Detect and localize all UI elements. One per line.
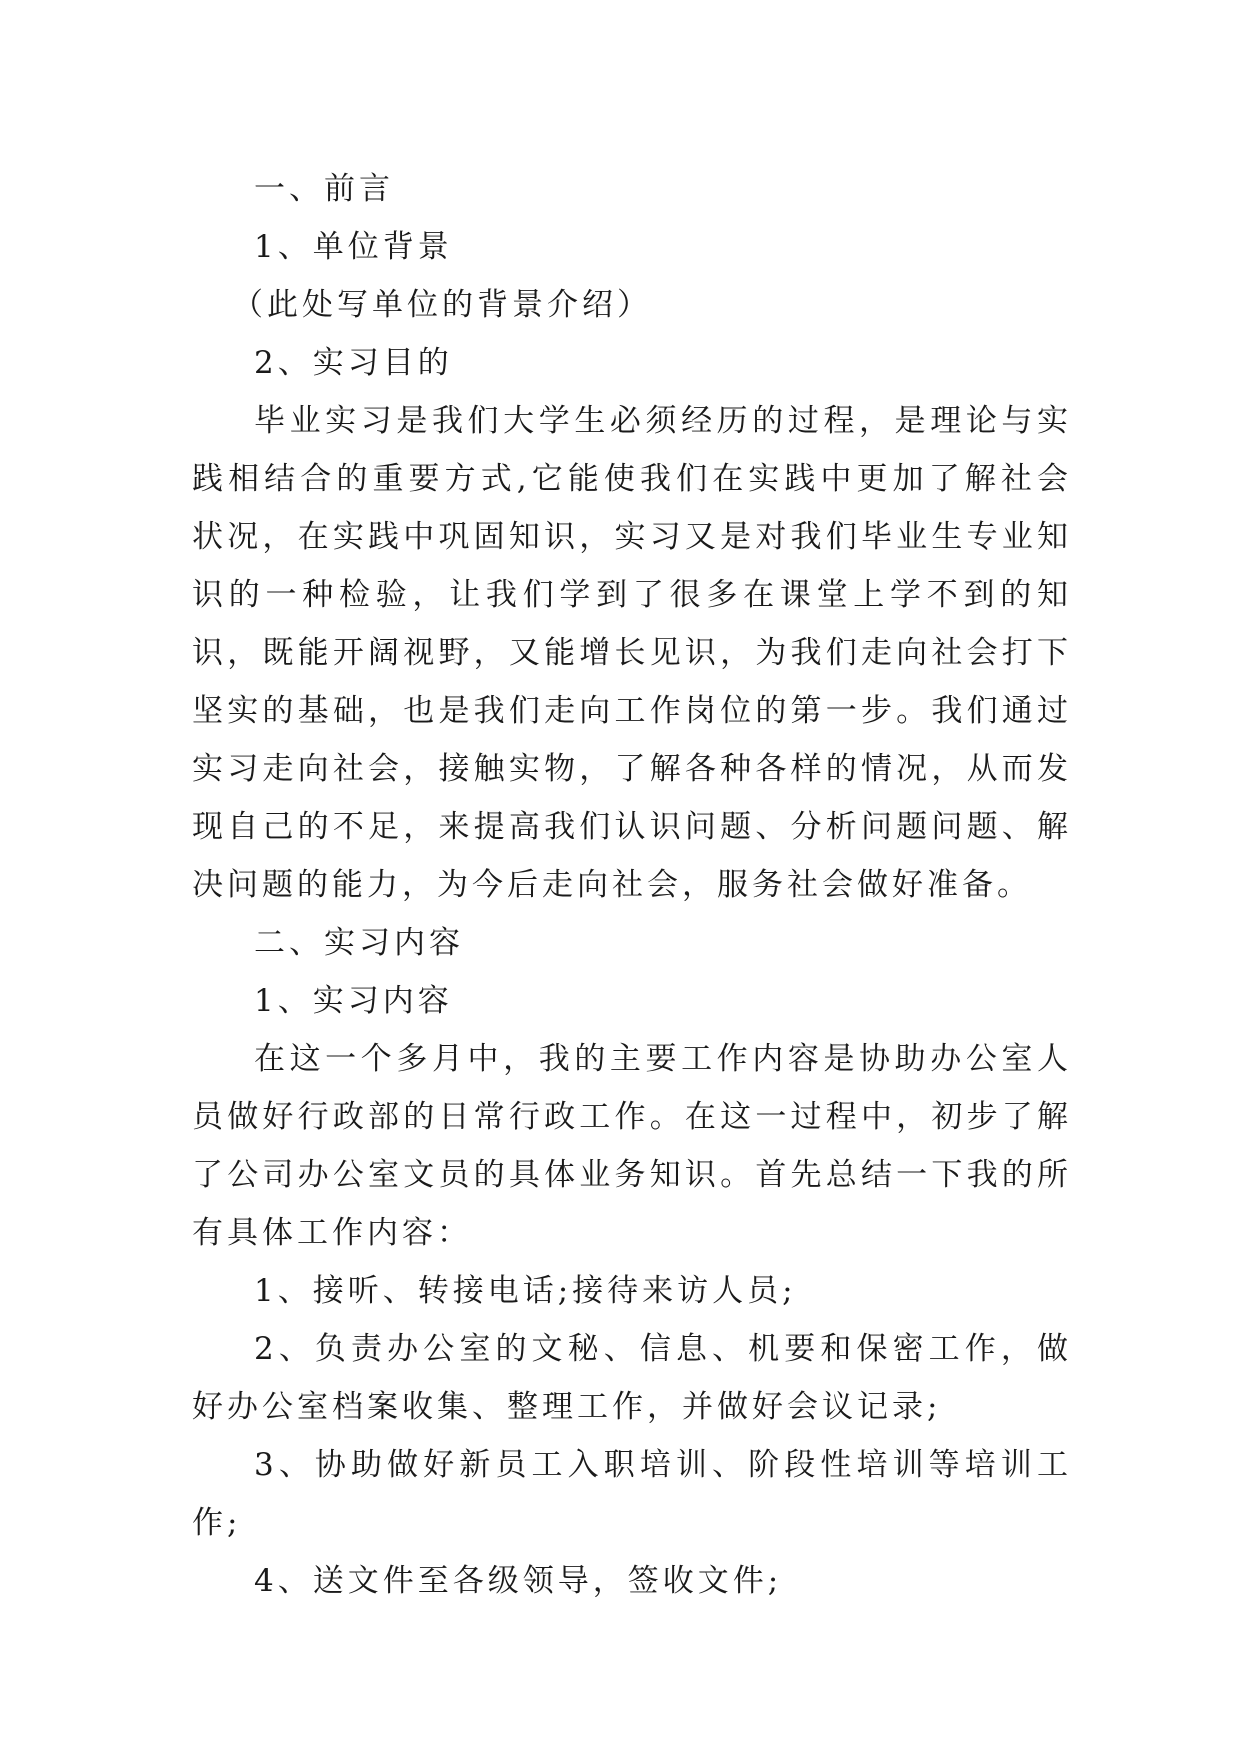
paragraph-internship-purpose: 毕业实习是我们大学生必须经历的过程，是理论与实践相结合的重要方式,它能使我们在实践中更加了解社会状况，在实践中巩固知识，实习又是对我们毕业生专业知识的一种检验，让我们学到了很多在课堂上学不到的知识，既能开阔视野，又能增长见识，为我们走向社会打下坚实的基础，也是我们走向工作岗位的第一步。我们通过实习走向社会，接触实物，了解各种各样的情况，从而发现自己的不足，来提高我们认识问题、分析问题问题、解决问题的能力，为今后走向社会，服务社会做好准备。 bbox=[192, 403, 1072, 903]
list-item-3: 3、协助做好新员工入职培训、阶段性培训等培训工作; bbox=[192, 1447, 1072, 1541]
subheading-internship-content: 1、实习内容 bbox=[254, 983, 453, 1019]
heading-internship-content: 二、实习内容 bbox=[254, 925, 464, 961]
document-body bbox=[192, 160, 1072, 1610]
paragraph-work-summary: 在这一个多月中，我的主要工作内容是协助办公室人员做好行政部的日常行政工作。在这一过程中，初步了解了公司办公室文员的具体业务知识。首先总结一下我的所有具体工作内容： bbox=[192, 1041, 1072, 1251]
subheading-internship-purpose: 2、实习目的 bbox=[254, 345, 453, 381]
list-item-4: 4、送文件至各级领导，签收文件; bbox=[254, 1563, 783, 1599]
placeholder-unit-background: （此处写单位的背景介绍） bbox=[232, 287, 652, 323]
list-item-1: 1、接听、转接电话;接待来访人员; bbox=[254, 1273, 797, 1309]
list-item-2: 2、负责办公室的文秘、信息、机要和保密工作，做好办公室档案收集、整理工作，并做好会议记录; bbox=[192, 1331, 1072, 1425]
subheading-unit-background: 1、单位背景 bbox=[254, 229, 453, 265]
heading-preface: 一、前言 bbox=[254, 171, 394, 207]
